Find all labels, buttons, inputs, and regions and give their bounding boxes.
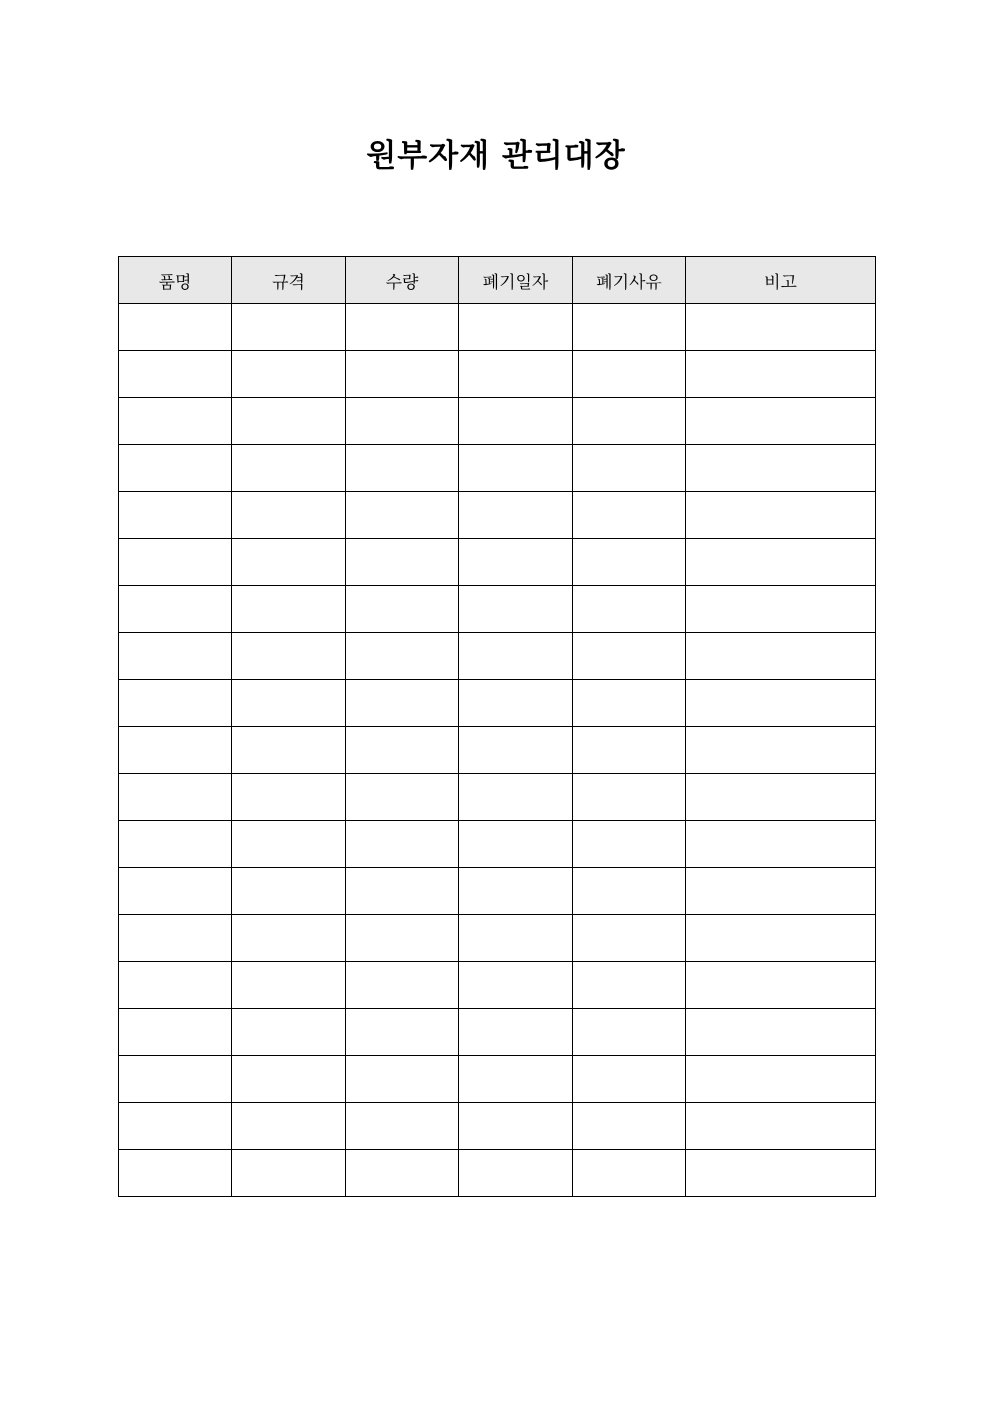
table-row (119, 304, 876, 351)
cell-remarks[interactable] (686, 1056, 876, 1103)
cell-disposal-date[interactable] (459, 1056, 573, 1103)
cell-remarks[interactable] (686, 398, 876, 445)
cell-spec[interactable] (232, 633, 346, 680)
cell-item-name[interactable] (119, 398, 232, 445)
cell-quantity[interactable] (346, 398, 459, 445)
cell-quantity[interactable] (346, 1150, 459, 1197)
cell-remarks[interactable] (686, 1009, 876, 1056)
cell-item-name[interactable] (119, 539, 232, 586)
table-row (119, 962, 876, 1009)
header-remarks: 비고 (686, 257, 876, 304)
cell-quantity[interactable] (346, 915, 459, 962)
cell-quantity[interactable] (346, 868, 459, 915)
cell-item-name[interactable] (119, 868, 232, 915)
cell-spec[interactable] (232, 445, 346, 492)
cell-disposal-reason[interactable] (573, 821, 686, 868)
cell-remarks[interactable] (686, 680, 876, 727)
table-row (119, 586, 876, 633)
table-row (119, 680, 876, 727)
cell-remarks[interactable] (686, 539, 876, 586)
cell-disposal-reason[interactable] (573, 539, 686, 586)
cell-item-name[interactable] (119, 445, 232, 492)
cell-item-name[interactable] (119, 1009, 232, 1056)
cell-remarks[interactable] (686, 821, 876, 868)
cell-quantity[interactable] (346, 445, 459, 492)
cell-quantity[interactable] (346, 304, 459, 351)
cell-spec[interactable] (232, 680, 346, 727)
cell-item-name[interactable] (119, 492, 232, 539)
cell-disposal-reason[interactable] (573, 1009, 686, 1056)
cell-remarks[interactable] (686, 868, 876, 915)
cell-disposal-reason[interactable] (573, 1056, 686, 1103)
cell-disposal-date[interactable] (459, 1009, 573, 1056)
cell-remarks[interactable] (686, 351, 876, 398)
cell-remarks[interactable] (686, 727, 876, 774)
cell-quantity[interactable] (346, 1056, 459, 1103)
table-header-row (119, 257, 876, 304)
table-row (119, 821, 876, 868)
cell-spec[interactable] (232, 727, 346, 774)
table-row (119, 351, 876, 398)
cell-item-name[interactable] (119, 1056, 232, 1103)
cell-remarks[interactable] (686, 445, 876, 492)
cell-item-name[interactable] (119, 774, 232, 821)
header-quantity: 수량 (346, 257, 459, 304)
cell-remarks[interactable] (686, 1150, 876, 1197)
cell-disposal-date[interactable] (459, 727, 573, 774)
cell-item-name[interactable] (119, 962, 232, 1009)
table-row (119, 398, 876, 445)
cell-spec[interactable] (232, 915, 346, 962)
table-row (119, 915, 876, 962)
cell-remarks[interactable] (686, 962, 876, 1009)
cell-disposal-date[interactable] (459, 351, 573, 398)
cell-item-name[interactable] (119, 915, 232, 962)
cell-quantity[interactable] (346, 539, 459, 586)
table-row (119, 1056, 876, 1103)
cell-item-name[interactable] (119, 727, 232, 774)
cell-spec[interactable] (232, 539, 346, 586)
cell-disposal-reason[interactable] (573, 680, 686, 727)
cell-disposal-reason[interactable] (573, 868, 686, 915)
ledger-table (118, 256, 876, 1197)
cell-disposal-reason[interactable] (573, 1150, 686, 1197)
cell-disposal-reason[interactable] (573, 915, 686, 962)
cell-disposal-date[interactable] (459, 1150, 573, 1197)
cell-item-name[interactable] (119, 586, 232, 633)
cell-quantity[interactable] (346, 351, 459, 398)
cell-quantity[interactable] (346, 680, 459, 727)
cell-spec[interactable] (232, 868, 346, 915)
table-row (119, 633, 876, 680)
cell-item-name[interactable] (119, 1150, 232, 1197)
table-row (119, 727, 876, 774)
cell-item-name[interactable] (119, 304, 232, 351)
cell-quantity[interactable] (346, 492, 459, 539)
cell-disposal-date[interactable] (459, 1103, 573, 1150)
cell-disposal-date[interactable] (459, 539, 573, 586)
cell-disposal-reason[interactable] (573, 586, 686, 633)
cell-item-name[interactable] (119, 1103, 232, 1150)
cell-remarks[interactable] (686, 915, 876, 962)
cell-spec[interactable] (232, 821, 346, 868)
cell-quantity[interactable] (346, 727, 459, 774)
cell-disposal-date[interactable] (459, 962, 573, 1009)
cell-item-name[interactable] (119, 680, 232, 727)
cell-remarks[interactable] (686, 586, 876, 633)
cell-disposal-date[interactable] (459, 915, 573, 962)
cell-disposal-reason[interactable] (573, 774, 686, 821)
cell-disposal-date[interactable] (459, 868, 573, 915)
cell-disposal-reason[interactable] (573, 445, 686, 492)
cell-remarks[interactable] (686, 774, 876, 821)
cell-disposal-reason[interactable] (573, 1103, 686, 1150)
cell-disposal-reason[interactable] (573, 633, 686, 680)
cell-disposal-date[interactable] (459, 633, 573, 680)
cell-disposal-date[interactable] (459, 304, 573, 351)
cell-disposal-date[interactable] (459, 492, 573, 539)
cell-spec[interactable] (232, 304, 346, 351)
cell-remarks[interactable] (686, 1103, 876, 1150)
cell-item-name[interactable] (119, 351, 232, 398)
cell-spec[interactable] (232, 1150, 346, 1197)
cell-spec[interactable] (232, 774, 346, 821)
cell-disposal-reason[interactable] (573, 351, 686, 398)
cell-item-name[interactable] (119, 821, 232, 868)
cell-disposal-reason[interactable] (573, 962, 686, 1009)
cell-disposal-reason[interactable] (573, 398, 686, 445)
cell-spec[interactable] (232, 1103, 346, 1150)
cell-disposal-reason[interactable] (573, 492, 686, 539)
cell-spec[interactable] (232, 962, 346, 1009)
cell-remarks[interactable] (686, 633, 876, 680)
cell-disposal-date[interactable] (459, 821, 573, 868)
table-body (119, 304, 876, 1197)
cell-quantity[interactable] (346, 821, 459, 868)
table-row (119, 539, 876, 586)
header-disposal-reason: 폐기사유 (573, 257, 686, 304)
header-disposal-date: 폐기일자 (459, 257, 573, 304)
cell-spec[interactable] (232, 492, 346, 539)
cell-quantity[interactable] (346, 1103, 459, 1150)
page-title: 원부자재 관리대장 (366, 138, 626, 174)
header-spec: 규격 (232, 257, 346, 304)
cell-spec[interactable] (232, 1009, 346, 1056)
cell-quantity[interactable] (346, 1009, 459, 1056)
cell-disposal-date[interactable] (459, 586, 573, 633)
cell-spec[interactable] (232, 398, 346, 445)
cell-disposal-reason[interactable] (573, 727, 686, 774)
table-row (119, 1009, 876, 1056)
cell-quantity[interactable] (346, 774, 459, 821)
table-row (119, 868, 876, 915)
cell-disposal-reason[interactable] (573, 304, 686, 351)
table-row (119, 774, 876, 821)
header-item-name: 품명 (119, 257, 232, 304)
cell-disposal-date[interactable] (459, 680, 573, 727)
table-row (119, 445, 876, 492)
cell-quantity[interactable] (346, 586, 459, 633)
table-row (119, 1103, 876, 1150)
cell-disposal-date[interactable] (459, 398, 573, 445)
cell-item-name[interactable] (119, 633, 232, 680)
cell-spec[interactable] (232, 351, 346, 398)
table-row (119, 1150, 876, 1197)
cell-disposal-date[interactable] (459, 774, 573, 821)
cell-spec[interactable] (232, 586, 346, 633)
cell-quantity[interactable] (346, 962, 459, 1009)
cell-quantity[interactable] (346, 633, 459, 680)
cell-disposal-date[interactable] (459, 445, 573, 492)
table-row (119, 492, 876, 539)
cell-remarks[interactable] (686, 304, 876, 351)
cell-spec[interactable] (232, 1056, 346, 1103)
cell-remarks[interactable] (686, 492, 876, 539)
